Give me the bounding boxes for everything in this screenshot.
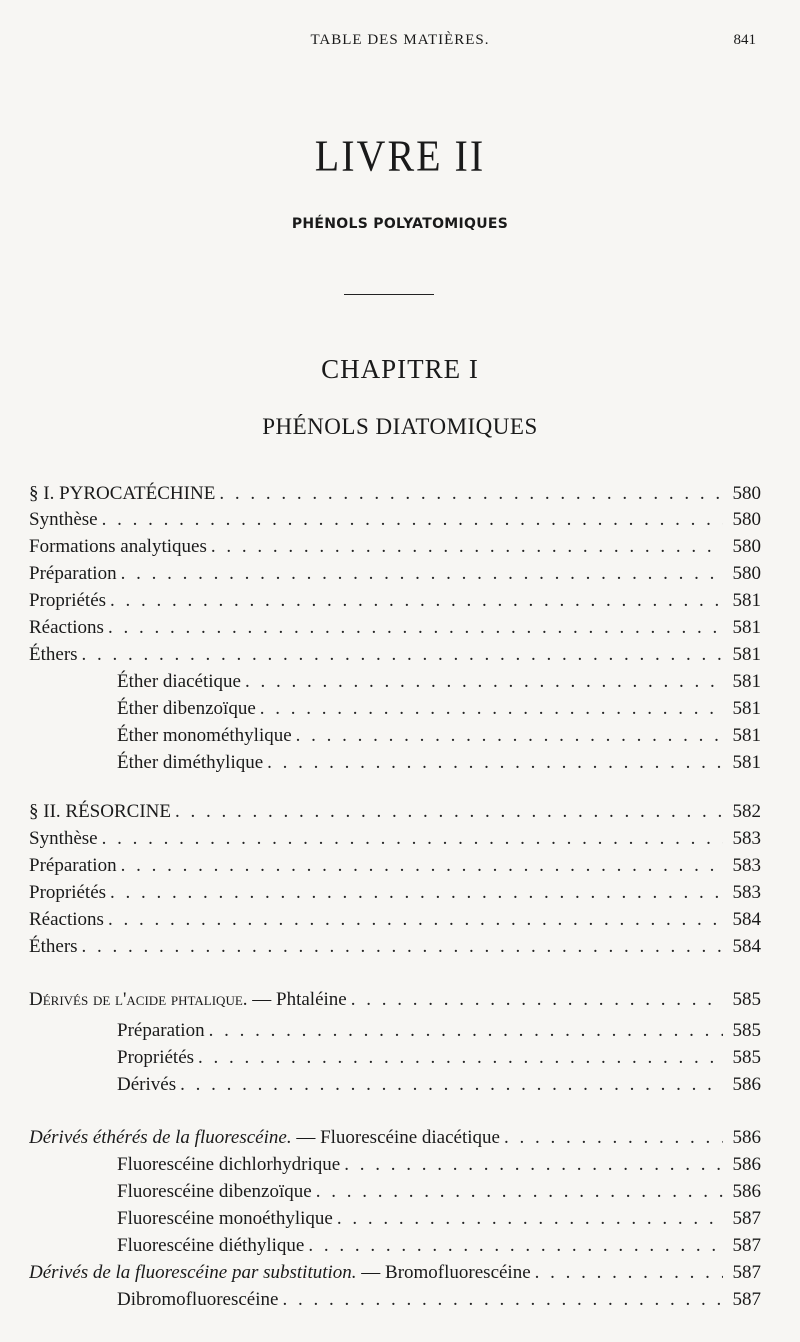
toc-label: Dérivés <box>117 1074 177 1095</box>
leader-dots <box>504 1125 723 1151</box>
leader-dots <box>121 853 723 879</box>
toc-label: Fluorescéine dibenzoïque <box>117 1181 312 1202</box>
toc-label-italic: Dérivés éthérés de la fluorescéine. <box>29 1127 292 1148</box>
toc-entry <box>117 723 761 749</box>
toc-label: Réactions <box>29 617 104 638</box>
toc-page: 583 <box>732 828 761 849</box>
toc-label: Préparation <box>29 855 117 876</box>
leader-dots <box>180 1072 723 1098</box>
toc-page: 581 <box>732 752 761 773</box>
toc-entry <box>29 799 761 825</box>
toc-entry <box>117 1072 761 1098</box>
toc-label: Éther diméthylique <box>117 752 264 773</box>
toc-page: 580 <box>732 509 761 530</box>
toc-page: 580 <box>732 536 761 557</box>
toc-page: 586 <box>732 1074 761 1095</box>
leader-dots <box>245 669 723 695</box>
toc-page: 586 <box>732 1154 761 1175</box>
toc-entry <box>29 907 761 933</box>
toc-label: Éther diacétique <box>117 671 241 692</box>
toc-label: Préparation <box>117 1020 205 1041</box>
toc-page: 587 <box>732 1235 761 1256</box>
leader-dots <box>108 615 723 641</box>
toc-label <box>29 987 351 1013</box>
toc-entry <box>29 561 761 587</box>
chapter-title: PHÉNOLS DIATOMIQUES <box>262 414 538 439</box>
toc-page: 582 <box>732 801 761 822</box>
toc-page: 580 <box>732 483 761 504</box>
toc-entry <box>29 642 761 668</box>
leader-dots <box>110 880 723 906</box>
toc-label: Synthèse <box>29 828 98 849</box>
toc-page: 587 <box>732 1262 761 1283</box>
toc-entry <box>117 750 761 776</box>
chapter-heading: CHAPITRE I <box>321 354 479 384</box>
toc-label: Éthers <box>29 644 78 665</box>
leader-dots <box>337 1206 723 1232</box>
page-number: 841 <box>733 32 756 48</box>
running-head <box>0 32 800 54</box>
leader-dots <box>260 696 723 722</box>
toc-page: 583 <box>732 882 761 903</box>
leader-dots <box>198 1045 723 1071</box>
toc-page: 587 <box>732 1289 761 1310</box>
toc-page: 585 <box>732 1047 761 1068</box>
leader-dots <box>308 1233 723 1259</box>
toc-page: 581 <box>732 698 761 719</box>
toc-entry <box>117 669 761 695</box>
toc-label: Fluorescéine diéthylique <box>117 1235 305 1256</box>
toc-page: 581 <box>732 644 761 665</box>
leader-dots <box>82 934 723 960</box>
toc-label: Éther monométhylique <box>117 725 292 746</box>
toc-label <box>29 1260 535 1286</box>
toc-label: Synthèse <box>29 509 98 530</box>
toc-page: 581 <box>732 617 761 638</box>
toc-label <box>29 1125 504 1151</box>
toc-label: Propriétés <box>29 590 107 611</box>
toc-entry <box>117 1018 761 1044</box>
leader-dots <box>267 750 723 776</box>
toc-entry <box>29 534 761 560</box>
leader-dots <box>316 1179 723 1205</box>
toc-page: 585 <box>732 1020 761 1041</box>
running-head-title: TABLE DES MATIÈRES. <box>310 32 490 48</box>
toc-label: Réactions <box>29 909 104 930</box>
toc-label: Fluorescéine monoéthylique <box>117 1208 333 1229</box>
toc-entry <box>29 588 761 614</box>
leader-dots <box>282 1287 723 1313</box>
section-divider <box>344 294 434 295</box>
toc-entry <box>29 615 761 641</box>
toc-entry <box>117 1287 761 1313</box>
toc-entry <box>29 1125 761 1151</box>
toc-page: 587 <box>732 1208 761 1229</box>
toc-label: Préparation <box>29 563 117 584</box>
toc-label: Éther dibenzoïque <box>117 698 256 719</box>
toc-label: Dibromofluorescéine <box>117 1289 279 1310</box>
leader-dots <box>82 642 723 668</box>
toc-entry <box>117 696 761 722</box>
leader-dots <box>351 987 723 1013</box>
toc-entry <box>117 1233 761 1259</box>
toc-page: 583 <box>732 855 761 876</box>
livre-heading: LIVRE II <box>314 130 486 181</box>
toc-entry <box>117 1206 761 1232</box>
toc-entry <box>29 481 761 507</box>
toc-entry <box>29 880 761 906</box>
leader-dots <box>209 1018 723 1044</box>
toc-page: 581 <box>732 590 761 611</box>
toc-label: Propriétés <box>29 882 107 903</box>
toc-entry <box>117 1045 761 1071</box>
toc-label: Propriétés <box>117 1047 195 1068</box>
toc-label: Fluorescéine dichlorhydrique <box>117 1154 341 1175</box>
toc-page: 585 <box>732 989 761 1010</box>
toc-entry <box>29 507 761 533</box>
toc-entry <box>117 1179 761 1205</box>
toc-page: 586 <box>732 1127 761 1148</box>
leader-dots <box>110 588 723 614</box>
toc-page: 584 <box>732 909 761 930</box>
leader-dots <box>121 561 723 587</box>
leader-dots <box>219 481 723 507</box>
toc-entry <box>29 826 761 852</box>
toc-entry <box>29 934 761 960</box>
toc-label: § II. RÉSORCINE <box>29 801 171 822</box>
livre-subtitle: PHÉNOLS POLYATOMIQUES <box>291 216 509 232</box>
leader-dots <box>211 534 723 560</box>
toc-label-italic: Dérivés de la fluorescéine par substitution. <box>29 1262 357 1283</box>
toc-entry <box>29 1260 761 1286</box>
leader-dots <box>175 799 723 825</box>
toc-page: 581 <box>732 725 761 746</box>
toc-entry <box>29 987 761 1013</box>
leader-dots <box>296 723 723 749</box>
leader-dots <box>108 907 723 933</box>
toc-label: § I. PYROCATÉCHINE <box>29 483 216 504</box>
toc-page: 580 <box>732 563 761 584</box>
toc-page: 584 <box>732 936 761 957</box>
toc-page: 581 <box>732 671 761 692</box>
toc-label-smallcaps: Dérivés de l'acide phtalique. <box>29 989 248 1010</box>
toc-entry <box>117 1152 761 1178</box>
toc-label-rest: — Bromofluorescéine <box>356 1262 531 1283</box>
leader-dots <box>535 1260 723 1286</box>
leader-dots <box>102 507 723 533</box>
toc-entry <box>29 853 761 879</box>
toc-label: Formations analytiques <box>29 536 207 557</box>
toc-label-rest: — Phtaléine <box>247 989 347 1010</box>
leader-dots <box>344 1152 723 1178</box>
toc-page: 586 <box>732 1181 761 1202</box>
toc-label-rest: — Fluorescéine diacétique <box>291 1127 500 1148</box>
leader-dots <box>102 826 723 852</box>
toc-label: Éthers <box>29 936 78 957</box>
